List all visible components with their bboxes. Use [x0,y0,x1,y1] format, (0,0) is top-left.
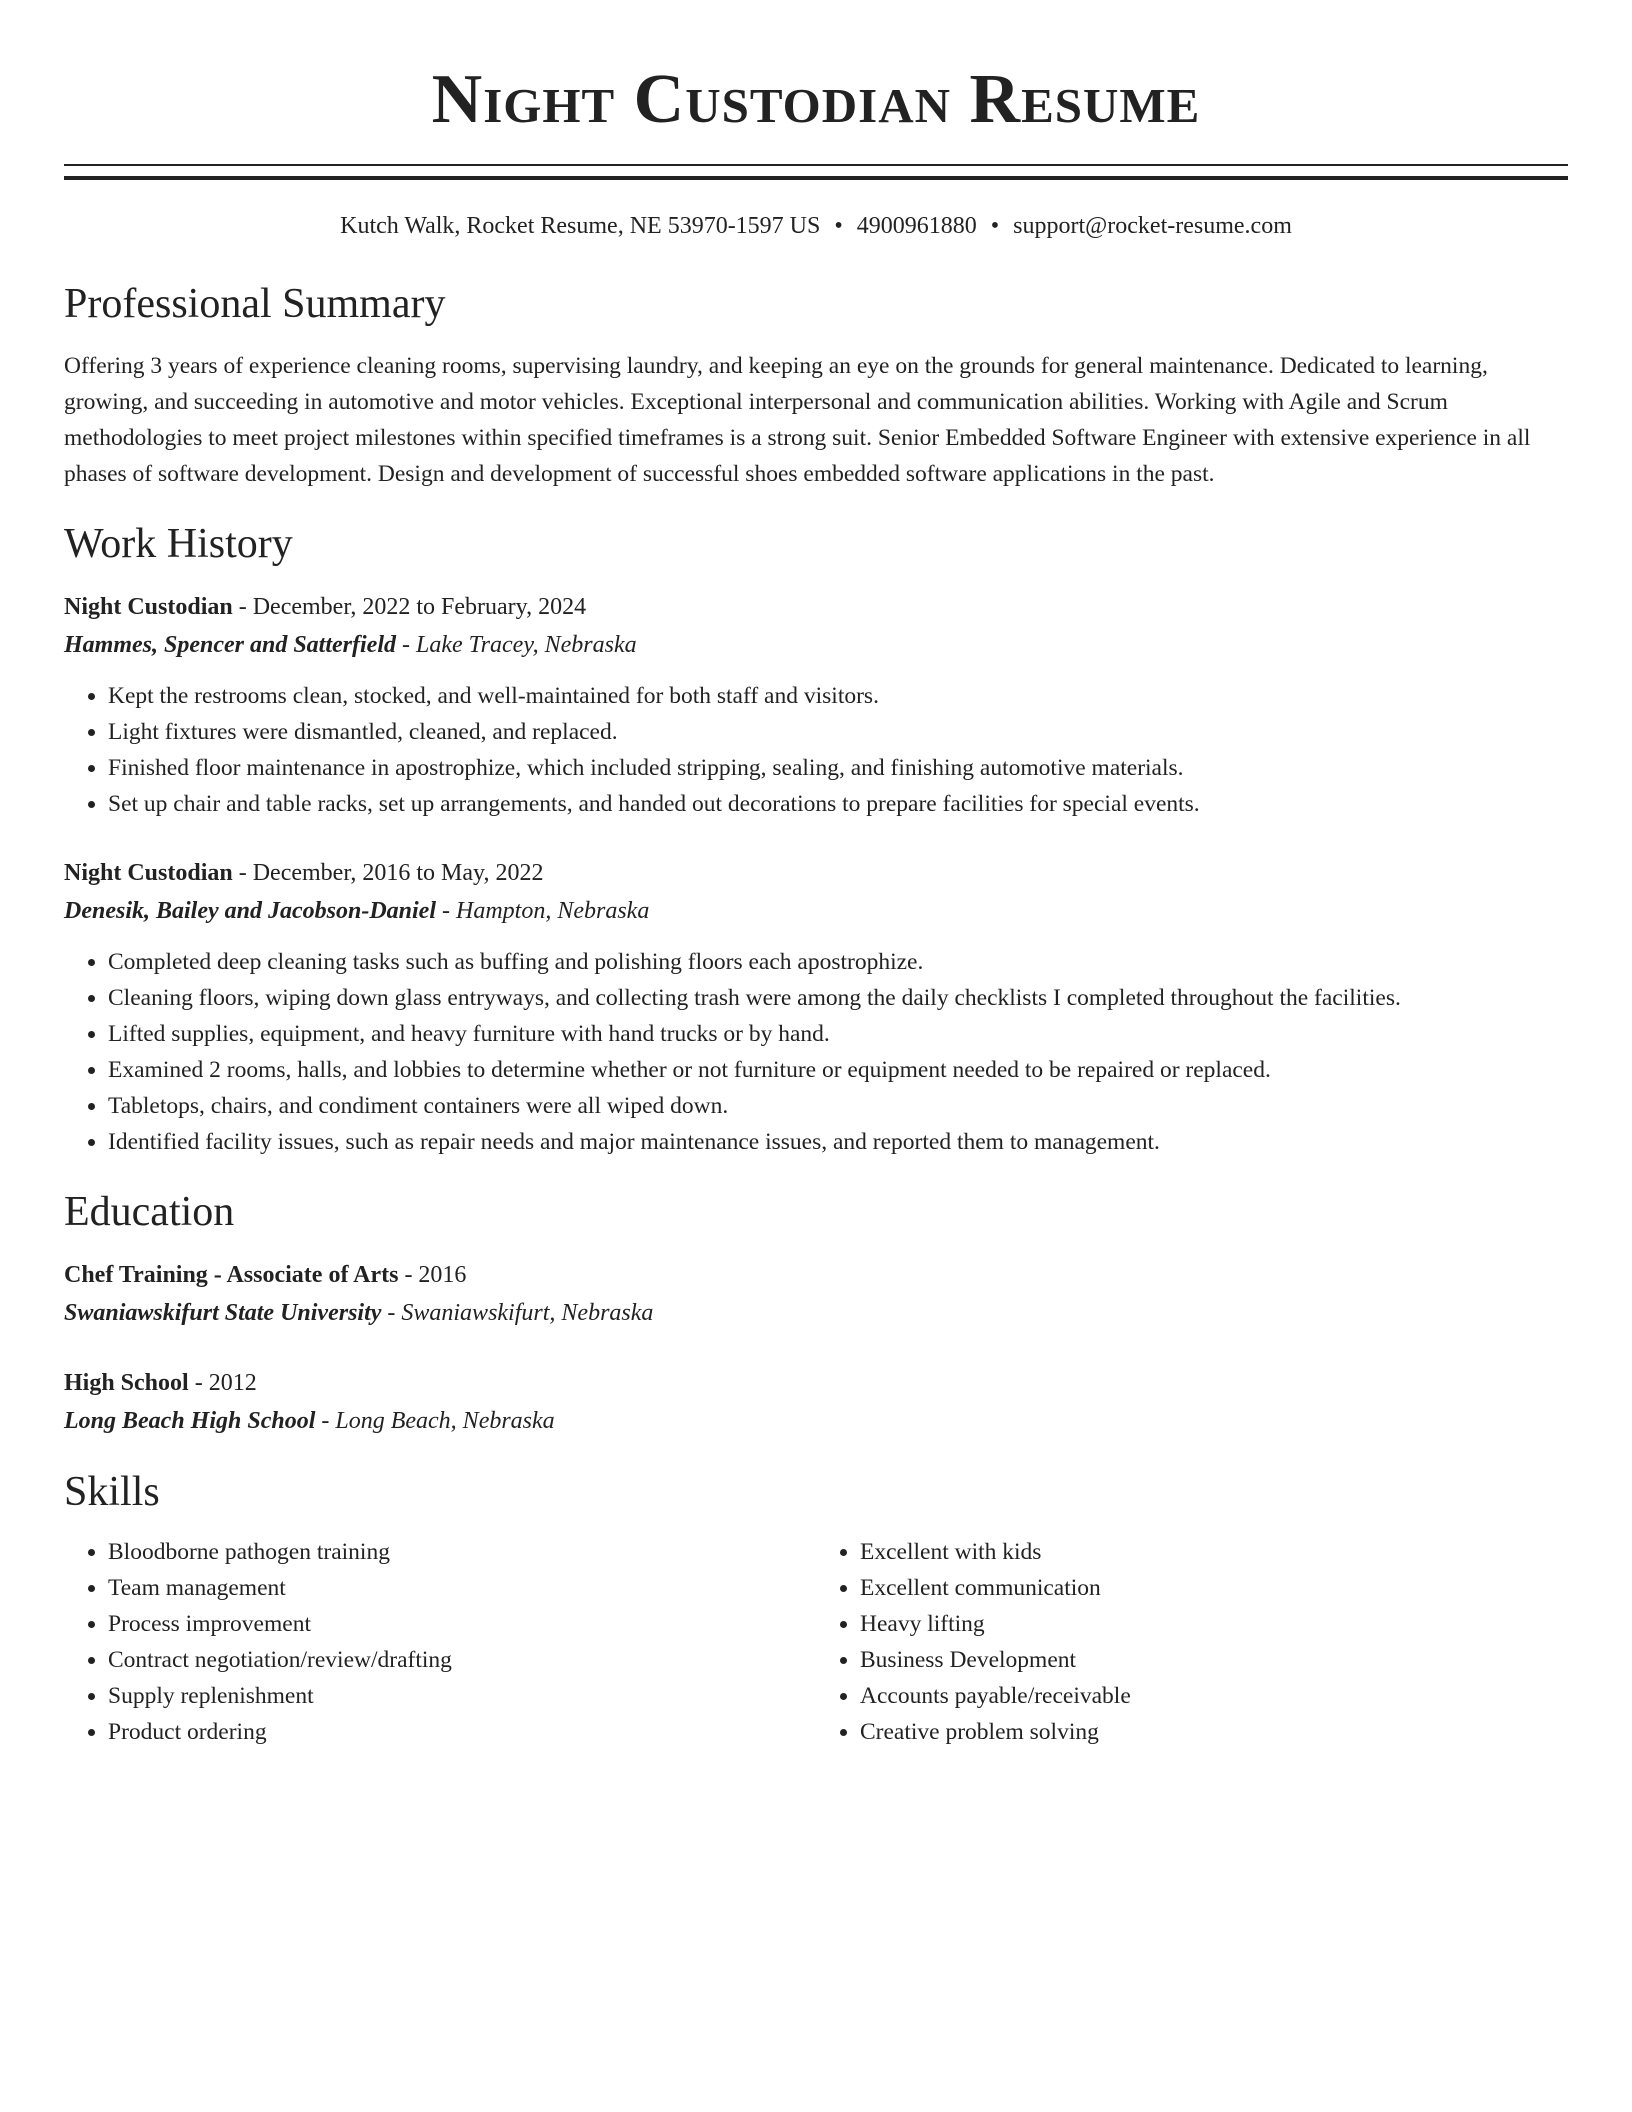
education-school: Swaniawskifurt State University [64,1300,382,1326]
job-bullets [64,678,1568,822]
education-school-line [64,1294,1568,1332]
education-school: Long Beach High School [64,1408,316,1434]
contact-email: support@rocket-resume.com [1013,213,1292,239]
list-item: • Completed deep cleaning tasks such as buffing and polishing floors each apostrophize. [108,944,1568,980]
skills-columns [64,1534,1568,1750]
education-location: - Long Beach, Nebraska [315,1408,555,1434]
job-location: - Lake Tracey, Nebraska [396,632,637,658]
list-item: • Heavy lifting [860,1606,1568,1642]
list-item: • Finished floor maintenance in apostrophize, which included stripping, sealing, and finishing automotive materials. [108,750,1568,786]
job-title: Night Custodian [64,594,233,620]
education-year: - 2016 [398,1262,467,1288]
list-item: • Excellent with kids [860,1534,1568,1570]
list-item: • Cleaning floors, wiping down glass entryways, and collecting trash were among the daily checklists I completed throughout the facilities. [108,980,1568,1016]
job-dates: - December, 2022 to February, 2024 [232,594,587,620]
education-entry [64,1256,1568,1332]
job-location: - Hampton, Nebraska [436,898,650,924]
title-double-rule [64,164,1568,180]
job-entry [64,854,1568,1160]
list-item: • Accounts payable/receivable [860,1678,1568,1714]
contact-phone: 4900961880 [856,213,977,239]
list-item: • Contract negotiation/review/drafting [108,1642,816,1678]
job-company: Hammes, Spencer and Satterfield [64,632,396,658]
job-title-line [64,588,1568,626]
education-year: - 2012 [188,1370,257,1396]
education-degree: High School [64,1370,189,1396]
list-item: • Kept the restrooms clean, stocked, and well-maintained for both staff and visitors. [108,678,1568,714]
list-item: • Set up chair and table racks, set up arrangements, and handed out decorations to prepare facilities for special events. [108,786,1568,822]
job-title: Night Custodian [64,860,233,886]
education-degree-line [64,1256,1568,1294]
summary-heading: Professional Summary [64,281,446,327]
job-bullets [64,944,1568,1160]
list-item: • Business Development [860,1642,1568,1678]
list-item: • Excellent communication [860,1570,1568,1606]
list-item: • Team management [108,1570,816,1606]
job-title-line [64,854,1568,892]
list-item: • Product ordering [108,1714,816,1750]
list-item: • Process improvement [108,1606,816,1642]
list-item: • Creative problem solving [860,1714,1568,1750]
job-company-line [64,892,1568,930]
list-item: • Light fixtures were dismantled, cleaned, and replaced. [108,714,1568,750]
education-degree-line [64,1364,1568,1402]
education-entry [64,1364,1568,1440]
job-entry [64,588,1568,822]
contact-line [64,210,1568,242]
resume-title: Night Custodian Resume [431,61,1201,138]
skills-right-column [816,1534,1568,1750]
contact-address: Kutch Walk, Rocket Resume, NE 53970-1597 US [340,213,821,239]
list-item: • Supply replenishment [108,1678,816,1714]
list-item: • Bloodborne pathogen training [108,1534,816,1570]
summary-text: Offering 3 years of experience cleaning rooms, supervising laundry, and keeping an eye on the grounds for general maintenance. Dedicated to learning, growing, and succeeding in automotive and motor vehicles. Exceptional interpersonal and communication abilities. Working with Agile and Scrum methodologies to meet project milestones within specified timeframes is a strong suit. Senior Embedded Software Engineer with extensive experience in all phases of software development. Design and development of successful shoes embedded software applications in the past. [64,353,1531,487]
education-location: - Swaniawskifurt, Nebraska [381,1300,654,1326]
education-degree: Chef Training - Associate of Arts [64,1262,399,1288]
job-company: Denesik, Bailey and Jacobson-Daniel [64,898,436,924]
skills-heading: Skills [64,1469,160,1515]
contact-separator: • [834,213,843,239]
education-school-line [64,1402,1568,1440]
list-item: • Identified facility issues, such as repair needs and major maintenance issues, and reported them to management. [108,1124,1568,1160]
education-heading: Education [64,1189,235,1235]
list-item: • Examined 2 rooms, halls, and lobbies to determine whether or not furniture or equipment needed to be repaired or replaced. [108,1052,1568,1088]
job-dates: - December, 2016 to May, 2022 [232,860,544,886]
skills-left-column [64,1534,816,1750]
work-history-heading: Work History [64,521,293,567]
job-company-line [64,626,1568,664]
contact-separator: • [990,213,1000,239]
list-item: • Lifted supplies, equipment, and heavy furniture with hand trucks or by hand. [108,1016,1568,1052]
list-item: • Tabletops, chairs, and condiment containers were all wiped down. [108,1088,1568,1124]
